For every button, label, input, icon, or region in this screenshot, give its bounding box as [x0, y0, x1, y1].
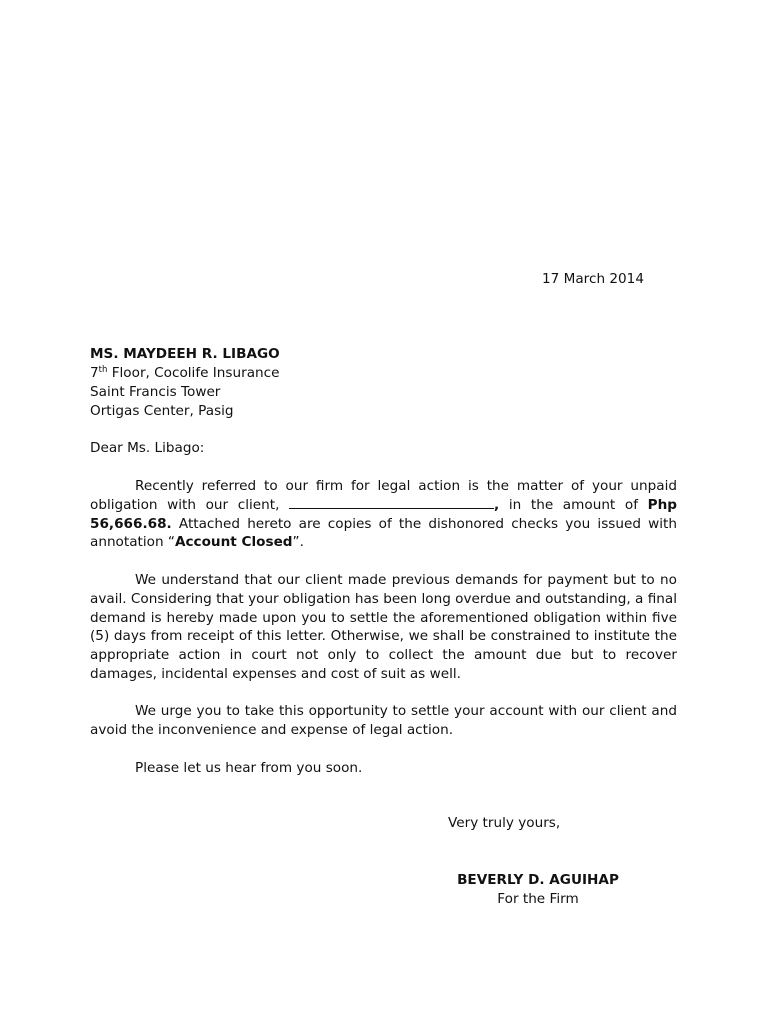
check-annotation: Account Closed	[174, 534, 293, 551]
salutation: Dear Ms. Libago:	[90, 440, 205, 456]
paragraph-1-comma: ,	[494, 496, 500, 513]
letter-date: 17 March 2014	[542, 271, 644, 287]
recipient-floor-suffix: th	[98, 365, 108, 375]
recipient-name: MS. MAYDEEH R. LIBAGO	[90, 346, 280, 362]
complimentary-close: Very truly yours,	[448, 815, 561, 831]
signature-block	[420, 871, 656, 909]
paragraph-1-text-b: in the amount of	[499, 496, 648, 513]
signer-name: BEVERLY D. AGUIHAP	[457, 872, 619, 888]
paragraph-1-text-c: Attached hereto are copies of the dishonored checks you issued with annotation “	[90, 515, 677, 551]
body-paragraph-1	[90, 477, 677, 552]
amount-due: Php 56,666.68.	[90, 496, 677, 532]
recipient-floor-number: 7	[90, 365, 99, 381]
body-paragraph-2: We understand that our client made previous demands for payment but to no avail. Considering that your obligation has been long overdue and outstanding, a final demand is hereby made upon you to settle the aforementioned obligation within five (5) days from receipt of this letter. Otherwise, we shall be constrained to institute the appropriate action in court not only to collect the amount due but to recover damages, incidental expenses and cost of suit as well.	[90, 572, 677, 682]
signer-title: For the Firm	[497, 891, 579, 907]
recipient-building: Saint Francis Tower	[90, 384, 221, 400]
recipient-floor-rest: Floor, Cocolife Insurance	[107, 365, 280, 381]
paragraph-1-text-a: Recently referred to our firm for legal action is the matter of your unpaid obligation with our client,	[90, 478, 677, 513]
paragraph-1-text-d: ”.	[292, 534, 304, 551]
client-name-blank	[289, 496, 494, 509]
recipient-address-block	[90, 345, 690, 421]
recipient-floor-line	[90, 364, 690, 383]
body-paragraph-4: Please let us hear from you soon.	[135, 760, 363, 776]
body-paragraph-3: We urge you to take this opportunity to settle your account with our client and avoid the inconvenience and expense of legal action.	[90, 703, 677, 738]
recipient-city: Ortigas Center, Pasig	[90, 403, 234, 419]
